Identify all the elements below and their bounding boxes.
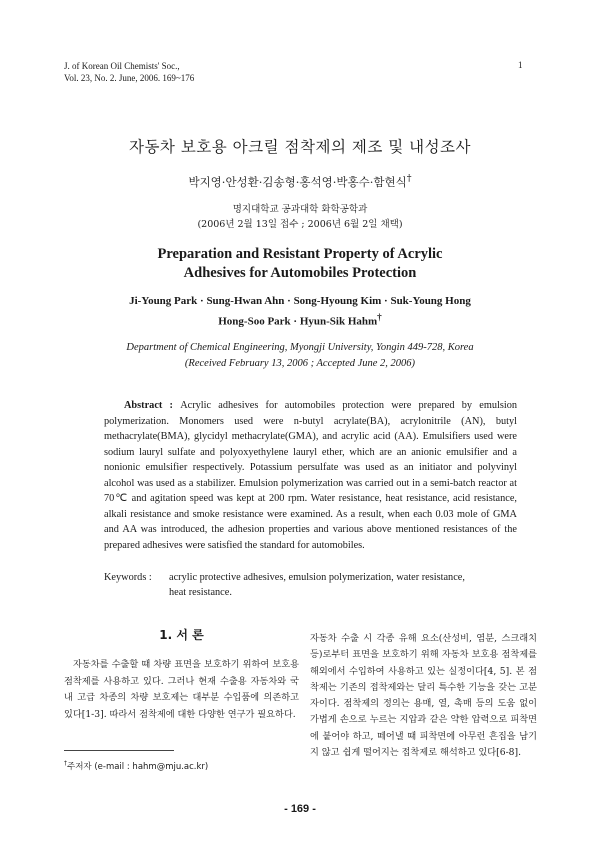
journal-volume: Vol. 23, No. 2. June, 2006. 169~176 <box>64 73 195 83</box>
english-affiliation-block <box>0 340 600 372</box>
keywords-line1: acrylic protective adhesives, emulsion polymerization, water resistance, <box>169 572 465 583</box>
korean-affiliation: 명지대학교 공과대학 화학공학과 <box>232 204 368 215</box>
korean-dates: (2006년 2월 13일 접수 ; 2006년 6월 2일 채택) <box>197 219 403 230</box>
english-title <box>0 245 600 283</box>
keywords-label: Keywords : <box>104 572 152 583</box>
corresponding-dagger: † <box>406 173 412 184</box>
keywords-line2: heat resistance. <box>169 587 232 598</box>
footnote-text: 주저자 (e-mail : hahm@mju.ac.kr) <box>67 762 209 772</box>
footnote-dagger: † <box>64 760 67 768</box>
english-authors-line1: Ji-Young Park · Sung-Hwan Ahn · Song-Hyoung Kim · Suk-Young Hong <box>129 295 471 307</box>
korean-authors <box>0 173 600 190</box>
korean-title: 자동차 보호용 아크릴 점착제의 제조 및 내성조사 <box>128 138 472 156</box>
abstract-text: Acrylic adhesives for automobiles protection were prepared by emulsion polymerization. Monomers used were n-butyl acrylate(BA), acrylonitrile (AN), butyl methacrylate(BMA), glycidyl methacrylate(GMA), and acrylic acid (AA). Emulsifiers used were sodium lauryl sulfate and polyoxyethylene lauryl ether, which are an anionic emulsifier and a nonionic emulsifier respectively. Potassium persulfate was used as an initiator and polyvinyl alcohol was used as a stabilizer. Emulsion polymerization was carried out in a semi-batch reactor at 70℃ and agitation speed was kept at 200 rpm. Water resistance, heat resistance, acid resistance, alkali resistance and smoke resistance were examined. As a result, when each 0.03 mole of GMA and AA was introduced, the adhesion properties and various above mentioned resistances of the prepared adhesives were satisfied the standard for automobiles. <box>104 400 518 551</box>
received-dates: (Received February 13, 2006 ; Accepted June 2, 2006) <box>184 358 416 369</box>
abstract-label: Abstract <box>124 400 163 411</box>
section-heading: 1. 서 론 <box>159 628 204 642</box>
abstract <box>104 398 517 553</box>
english-authors <box>0 293 600 330</box>
body-right-column <box>310 631 537 761</box>
korean-author-list: 박지영·안성환·김송형·홍석영·박홍수·함현식 <box>188 174 407 189</box>
english-title-line2: Adhesives for Automobiles Protection <box>183 265 417 281</box>
abstract-sep: : <box>162 400 181 411</box>
journal-name: J. of Korean Oil Chemists' Soc., <box>64 61 180 71</box>
page-number-top: 1 <box>518 60 523 70</box>
keywords <box>104 570 524 600</box>
english-title-line1: Preparation and Resistant Property of Acrylic <box>157 246 443 262</box>
footnote <box>64 760 208 772</box>
left-paragraph: 자동차를 수출할 때 차량 표면을 보호하기 위하여 보호용 점착제를 사용하고 있다. 그러나 현재 수출용 자동차와 국내 고급 차종의 차량 보호제는 대부분 수입품에 의존하고 있다[1-3]. 따라서 점착제에 대한 다양한 연구가 필요하다. <box>64 659 299 720</box>
footnote-divider <box>64 750 174 751</box>
journal-header <box>64 60 194 84</box>
department: Department of Chemical Engineering, Myongji University, Yongin 449-728, Korea <box>126 342 474 353</box>
korean-affiliation-block <box>0 202 600 232</box>
page-footer: - 169 - <box>284 803 316 815</box>
english-authors-line2: Hong-Soo Park · Hyun-Sik Hahm <box>218 315 378 328</box>
body-left-column <box>64 657 299 723</box>
right-paragraph: 자동차 수출 시 각종 유해 요소(산성비, 염분, 스크래치 등)로부터 표면을 보호하기 위해 자동차 보호용 점착제를 해외에서 수입하여 사용하고 있는 실정이다[4, 5]. 본 점착제는 기존의 접착제와는 달리 특수한 기능을 갖는 고분자이다. 점착제의 정의는 용매, 열, 촉매 등의 도움 없이 가볍게 손으로 누르는 지압과 같은 약한 압력으로 피착면에 붙어야 하고, 떼어낼 때 피착면에 아무런 흔집을 남기지 않고 쉽게 떨어지는 접착제로 해석하고 있다[6-8]. <box>310 633 537 759</box>
english-dagger: † <box>377 312 382 322</box>
